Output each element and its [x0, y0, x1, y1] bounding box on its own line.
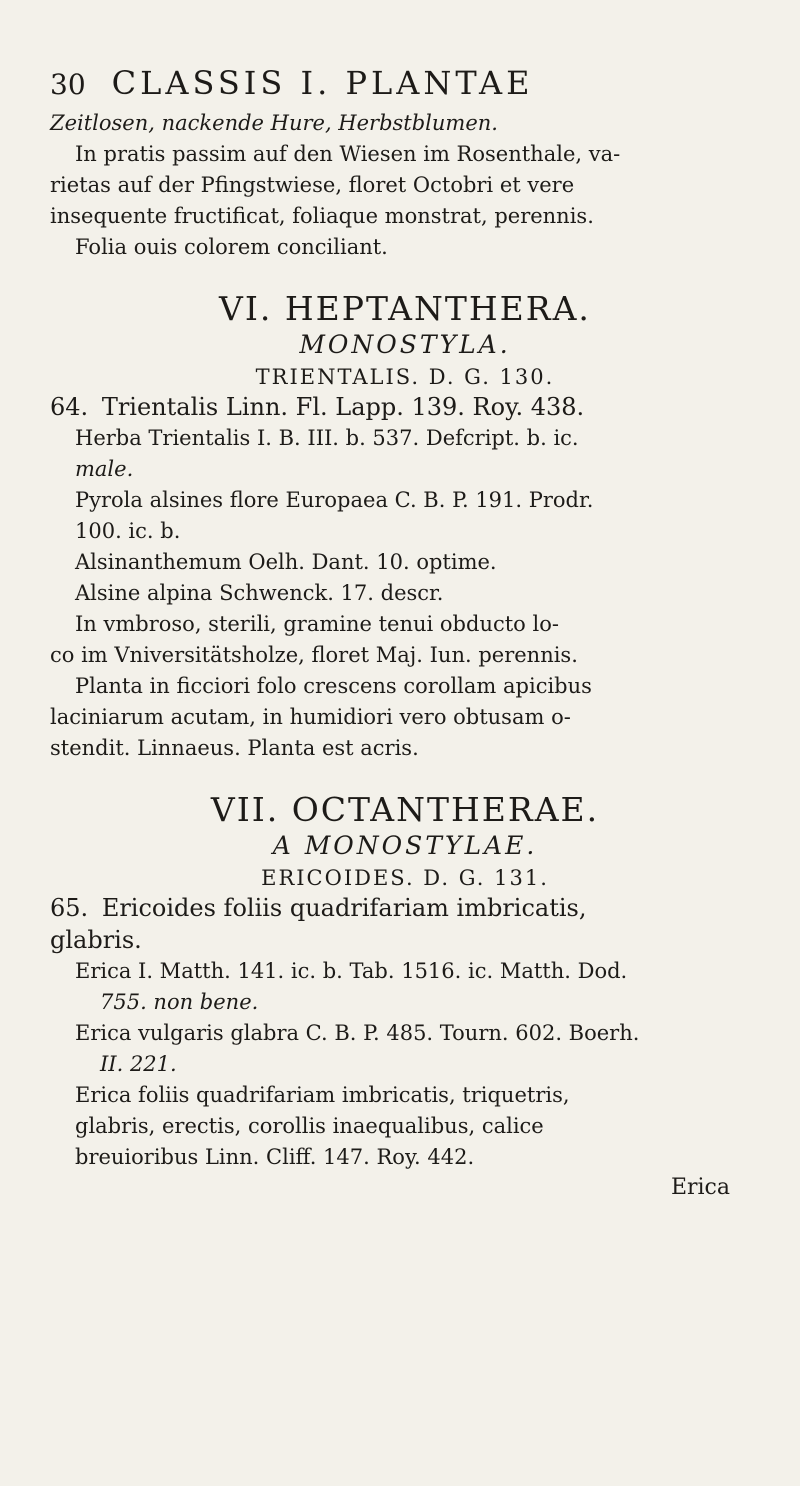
text-line: 100. ic. b.: [75, 519, 181, 543]
running-head: [50, 64, 760, 102]
text-line: In vmbroso, sterili, gramine tenui obducto lo-: [75, 612, 559, 636]
text-line: 755. non bene.: [100, 990, 259, 1014]
text-line: Pyrola alsines flore Europaea C. B. P. 191. Prodr.: [75, 488, 594, 512]
text-line: Zeitlosen, nackende Hure, Herbstblumen.: [50, 111, 498, 135]
text-line: Herba Trientalis I. B. III. b. 537. Defcript. b. ic.: [75, 426, 579, 450]
genus-heading-ericoides: ERICOIDES. D. G. 131.: [261, 866, 549, 890]
text-line: laciniarum acutam, in humidiori vero obtusam o-: [50, 705, 571, 729]
section-subheading-monostylae: A MONOSTYLAE.: [272, 831, 538, 860]
section-heading-vii: VII. OCTANTHERAE.: [210, 790, 600, 829]
species-number: 65.: [50, 894, 89, 922]
text-line: II. 221.: [100, 1052, 177, 1076]
text-line: insequente fructificat, foliaque monstrat, perennis.: [50, 204, 594, 228]
section-subheading-monostyla: MONOSTYLA.: [299, 330, 511, 359]
text-line: Erica I. Matth. 141. ic. b. Tab. 1516. ic. Matth. Dod.: [75, 959, 628, 983]
text-line: stendit. Linnaeus. Planta est acris.: [50, 736, 419, 760]
text-line: Erica foliis quadrifariam imbricatis, triquetris,: [75, 1083, 570, 1107]
running-head-title: CLASSIS I. PLANTAE: [111, 64, 534, 102]
text-line: Planta in ficciori folo crescens corollam apicibus: [75, 674, 592, 698]
text-line: glabris, erectis, corollis inaequalibus, calice: [75, 1114, 544, 1138]
species-line: Trientalis Linn. Fl. Lapp. 139. Roy. 438.: [101, 393, 585, 421]
text-line: In pratis passim auf den Wiesen im Rosenthale, va-: [75, 142, 621, 166]
text-line: co im Vniversitätsholze, floret Maj. Iun. perennis.: [50, 643, 578, 667]
text-line: Folia ouis colorem conciliant.: [75, 235, 388, 259]
species-entry-64: [50, 391, 760, 423]
species-entry-65: [50, 892, 760, 924]
text-line: breuioribus Linn. Cliff. 147. Roy. 442.: [75, 1145, 475, 1169]
species-line: glabris.: [50, 926, 142, 954]
text-line: rietas auf der Pfingstwiese, floret Octobri et vere: [50, 173, 575, 197]
text-line: male.: [75, 457, 134, 481]
text-line: Alsinanthemum Oelh. Dant. 10. optime.: [75, 550, 497, 574]
section-heading-vi: VI. HEPTANTHERA.: [219, 289, 591, 328]
catchword: Erica: [670, 1175, 730, 1200]
species-line: Ericoides foliis quadrifariam imbricatis,: [101, 894, 587, 922]
page-number: 30: [50, 68, 86, 101]
genus-heading-trientalis: TRIENTALIS. D. G. 130.: [255, 365, 555, 389]
text-line: Erica vulgaris glabra C. B. P. 485. Tourn. 602. Boerh.: [75, 1021, 640, 1045]
text-line: Alsine alpina Schwenck. 17. descr.: [75, 581, 444, 605]
species-number: 64.: [50, 393, 89, 421]
